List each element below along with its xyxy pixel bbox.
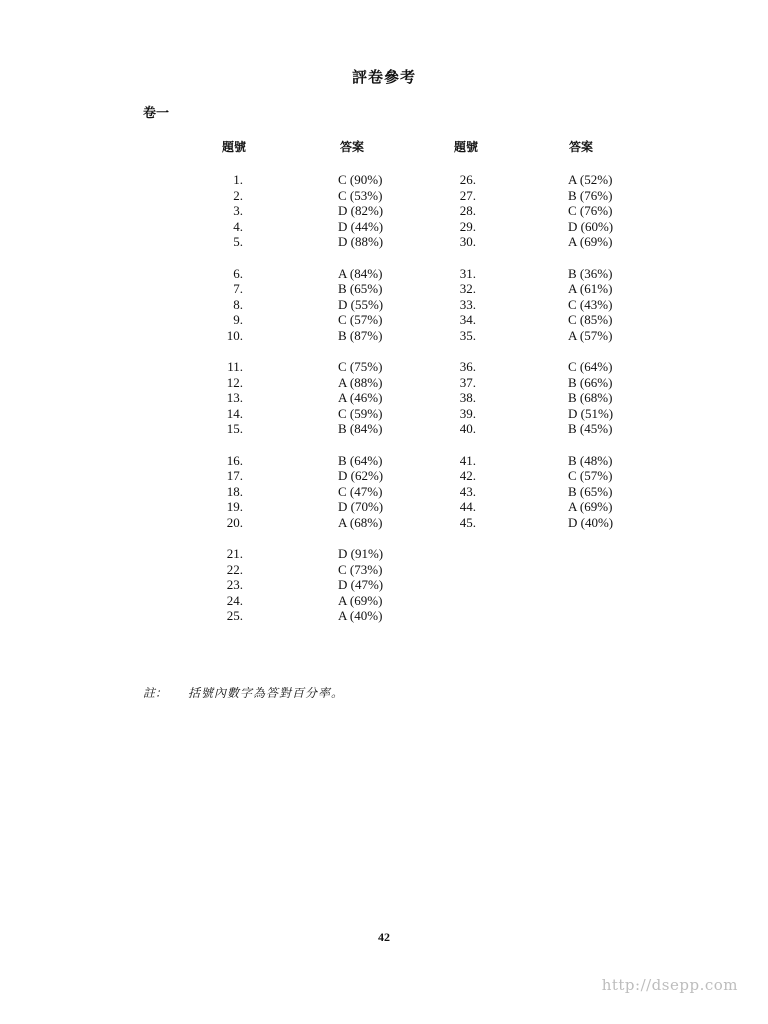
answer-value: B (76%) (568, 187, 613, 203)
question-number: 9. (233, 312, 243, 328)
answer-value: C (85%) (568, 312, 613, 328)
question-number: 15. (226, 421, 243, 437)
question-number: 20. (226, 514, 243, 530)
answer-value: C (76%) (568, 203, 613, 219)
question-number: 43. (459, 483, 476, 499)
answer-value: C (90%) (338, 172, 383, 187)
question-number: 21. (226, 546, 243, 561)
left-question-number-header: 題號 (222, 140, 247, 154)
right-answer-header: 答案 (569, 140, 594, 154)
note-text: 括號內數字為答對百分率。 (188, 686, 345, 700)
answer-value: B (66%) (568, 374, 613, 390)
question-number: 12. (226, 374, 243, 390)
question-number: 44. (459, 499, 476, 515)
question-number: 4. (233, 218, 243, 234)
question-number: 33. (459, 296, 476, 312)
question-number: 17. (226, 468, 243, 484)
answer-value: A (68%) (338, 514, 383, 530)
answer-value: B (45%) (568, 421, 613, 437)
answer-value: D (82%) (338, 203, 384, 219)
paper-label: 卷一 (143, 106, 170, 121)
answer-value: B (36%) (568, 265, 613, 281)
answer-value: A (69%) (338, 592, 383, 608)
right-question-number-header: 題號 (454, 140, 479, 154)
question-number: 29. (459, 218, 476, 234)
answer-value: B (48%) (568, 452, 613, 468)
question-number: 19. (226, 499, 243, 515)
answer-value: B (87%) (338, 327, 383, 343)
page-title: 評卷參考 (351, 68, 417, 86)
answer-value: A (88%) (338, 374, 383, 390)
answer-value: C (43%) (568, 296, 613, 312)
question-number: 45. (459, 514, 476, 530)
answer-value: A (84%) (338, 265, 383, 281)
question-number: 35. (459, 327, 476, 343)
answer-value: A (57%) (568, 327, 613, 343)
question-number: 31. (459, 265, 476, 281)
left-answer-header: 答案 (340, 140, 365, 154)
answer-value: C (53%) (338, 187, 383, 203)
question-number: 10. (226, 327, 243, 343)
watermark: http://dsepp.com (601, 976, 738, 994)
answer-value: B (65%) (338, 281, 383, 297)
answer-value: C (73%) (338, 561, 383, 577)
question-number: 39. (459, 405, 476, 421)
answer-value: D (88%) (338, 234, 384, 250)
question-number: 28. (459, 203, 476, 219)
question-number: 41. (459, 452, 476, 468)
question-number: 23. (226, 577, 243, 593)
question-number: 16. (226, 452, 243, 468)
question-number: 3. (233, 203, 243, 219)
answer-value: D (60%) (568, 218, 614, 234)
answer-value: D (55%) (338, 296, 384, 312)
question-number: 7. (233, 281, 243, 297)
question-number: 1. (233, 172, 243, 187)
answer-value: A (52%) (568, 172, 613, 187)
question-number: 34. (459, 312, 476, 328)
answer-value: A (40%) (338, 608, 383, 624)
question-number: 6. (233, 265, 243, 281)
question-number: 42. (459, 468, 476, 484)
answer-value: A (69%) (568, 234, 613, 250)
answer-value: B (64%) (338, 452, 383, 468)
answer-value: D (47%) (338, 577, 384, 593)
question-number: 8. (233, 296, 243, 312)
answer-value: C (47%) (338, 483, 383, 499)
answer-value: D (62%) (338, 468, 384, 484)
question-number: 14. (226, 405, 243, 421)
question-number: 24. (226, 592, 243, 608)
question-number: 30. (459, 234, 476, 250)
answer-value: A (69%) (568, 499, 613, 515)
question-number: 37. (459, 374, 476, 390)
answer-value: C (57%) (568, 468, 613, 484)
question-number: 40. (459, 421, 476, 437)
answer-value: D (51%) (568, 405, 614, 421)
answer-value: B (84%) (338, 421, 383, 437)
answer-value: A (46%) (338, 390, 383, 406)
answer-value: D (44%) (338, 218, 384, 234)
answer-value: A (61%) (568, 281, 613, 297)
answer-value: D (91%) (338, 546, 384, 561)
page-number: 42 (378, 930, 390, 944)
answer-value: C (75%) (338, 359, 383, 374)
answer-value: C (59%) (338, 405, 383, 421)
question-number: 22. (226, 561, 243, 577)
question-number: 25. (226, 608, 243, 624)
question-number: 2. (233, 187, 243, 203)
question-number: 13. (226, 390, 243, 406)
answer-value: C (64%) (568, 359, 613, 374)
answer-value: B (68%) (568, 390, 613, 406)
question-number: 26. (459, 172, 476, 187)
question-number: 18. (226, 483, 243, 499)
answer-value: C (57%) (338, 312, 383, 328)
question-number: 11. (227, 359, 243, 374)
note-label: 註： (143, 686, 168, 700)
question-number: 38. (459, 390, 476, 406)
answer-value: B (65%) (568, 483, 613, 499)
answer-value: D (40%) (568, 514, 614, 530)
question-number: 36. (459, 359, 476, 374)
answer-value: D (70%) (338, 499, 384, 515)
question-number: 32. (459, 281, 476, 297)
question-number: 5. (233, 234, 243, 250)
question-number: 27. (459, 187, 476, 203)
